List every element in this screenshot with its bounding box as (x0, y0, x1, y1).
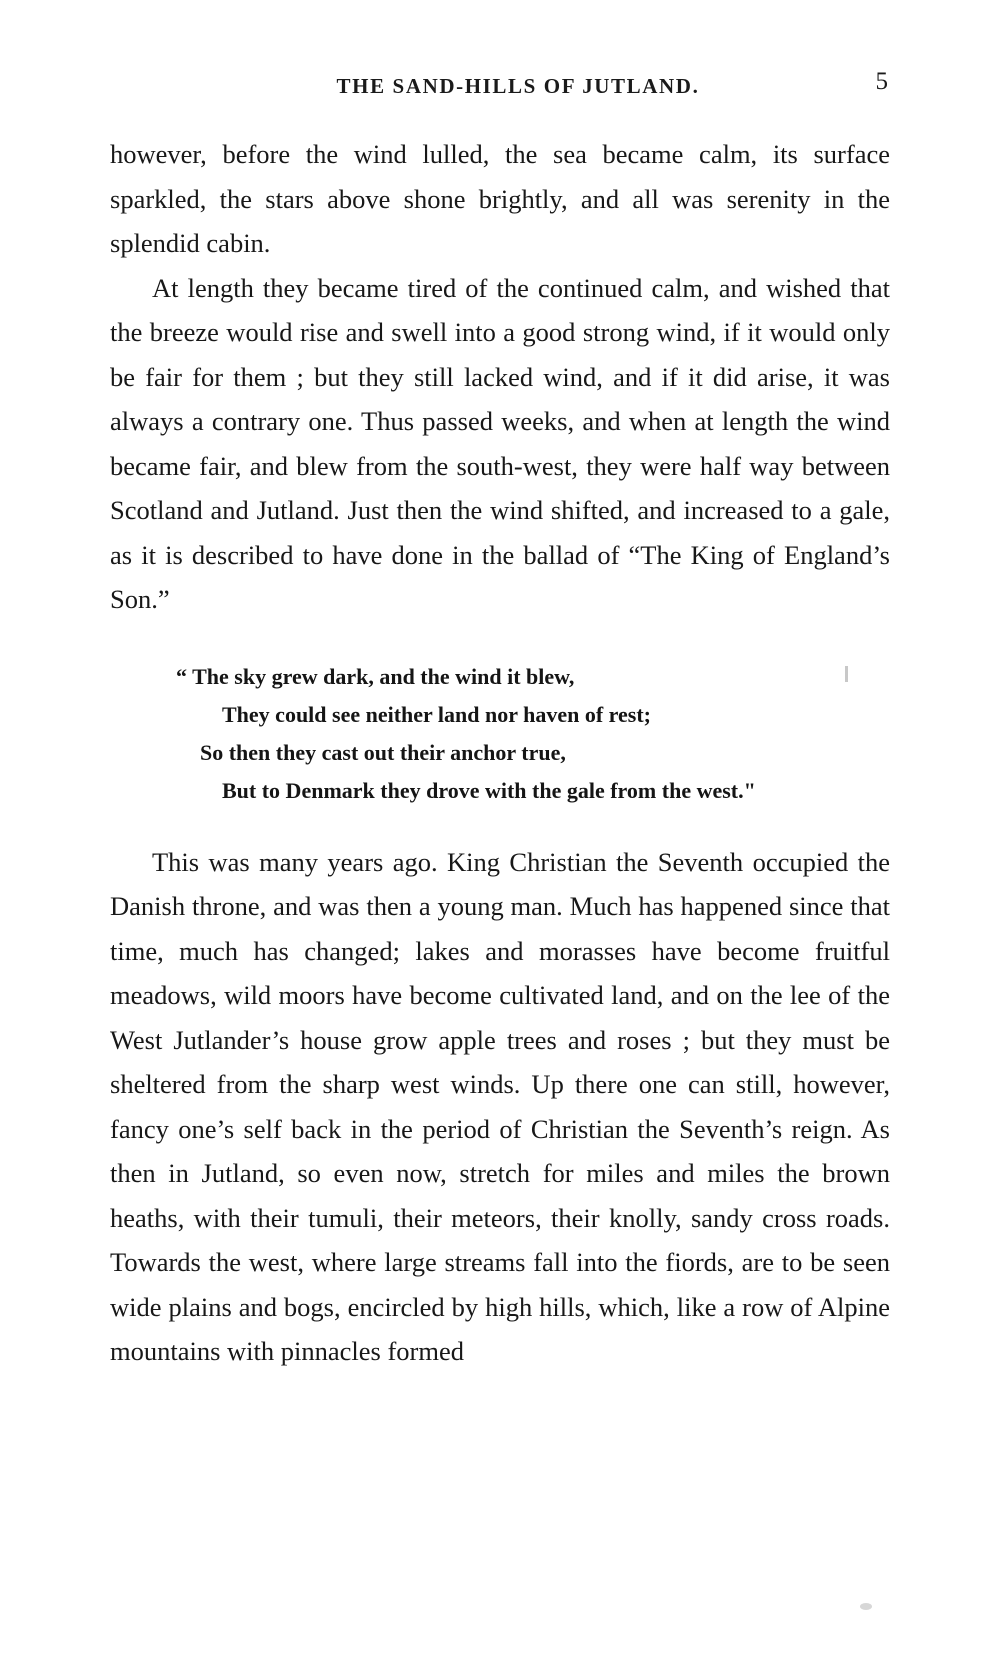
verse-line-4: But to Denmark they drove with the gale from the west." (222, 777, 756, 803)
page-body (110, 132, 890, 1374)
page-mark-upper (845, 666, 848, 682)
verse-line-1: “ The sky grew dark, and the wind it blew, (176, 663, 575, 689)
page-mark-lower (860, 1603, 872, 1610)
paragraph-1: however, before the wind lulled, the sea became calm, its surface sparkled, the stars above shone brightly, and all was serenity in the splendid cabin. (110, 139, 890, 258)
paragraph-3: This was many years ago. King Christian the Seventh occupied the Danish throne, and was then a young man. Much has happened since that time, much has changed; lakes and morasses have become fruitful meadows, wild moors have become cultivated land, and on the lee of the West Jutlander’s house grow apple trees and roses ; but they must be sheltered from the sharp west winds. Up there one can still, however, fancy one’s self back in the period of Christian the Seventh’s reign. As then in Jutland, so even now, stretch for miles and miles the brown heaths, with their tumuli, their meteors, their knolly, sandy cross roads. Towards the west, where large streams fall into the fiords, are to be seen wide plains and bogs, encircled by high hills, which, like a row of Alpine mountains with pinnacles formed (110, 846, 890, 1366)
verse-block (110, 658, 890, 810)
paragraph-2: At length they became tired of the continued calm, and wished that the breeze would rise and swell into a good strong wind, if it would only be fair for them ; but they still lacked wind, and if it did arise, it was always a contrary one. Thus passed weeks, and when at length the wind became fair, and blew from the south-west, they were half way between Scotland and Jutland. Just then the wind shifted, and increased to a gale, as it is described to have done in the ballad of “The King of England’s Son.” (110, 272, 890, 614)
verse-line-3: So then they cast out their anchor true, (200, 739, 566, 765)
page-number: 5 (875, 68, 888, 95)
verse-line-2: They could see neither land nor haven of rest; (222, 701, 652, 727)
running-head: THE SAND-HILLS OF JUTLAND. (336, 74, 700, 98)
page-header (110, 60, 890, 112)
